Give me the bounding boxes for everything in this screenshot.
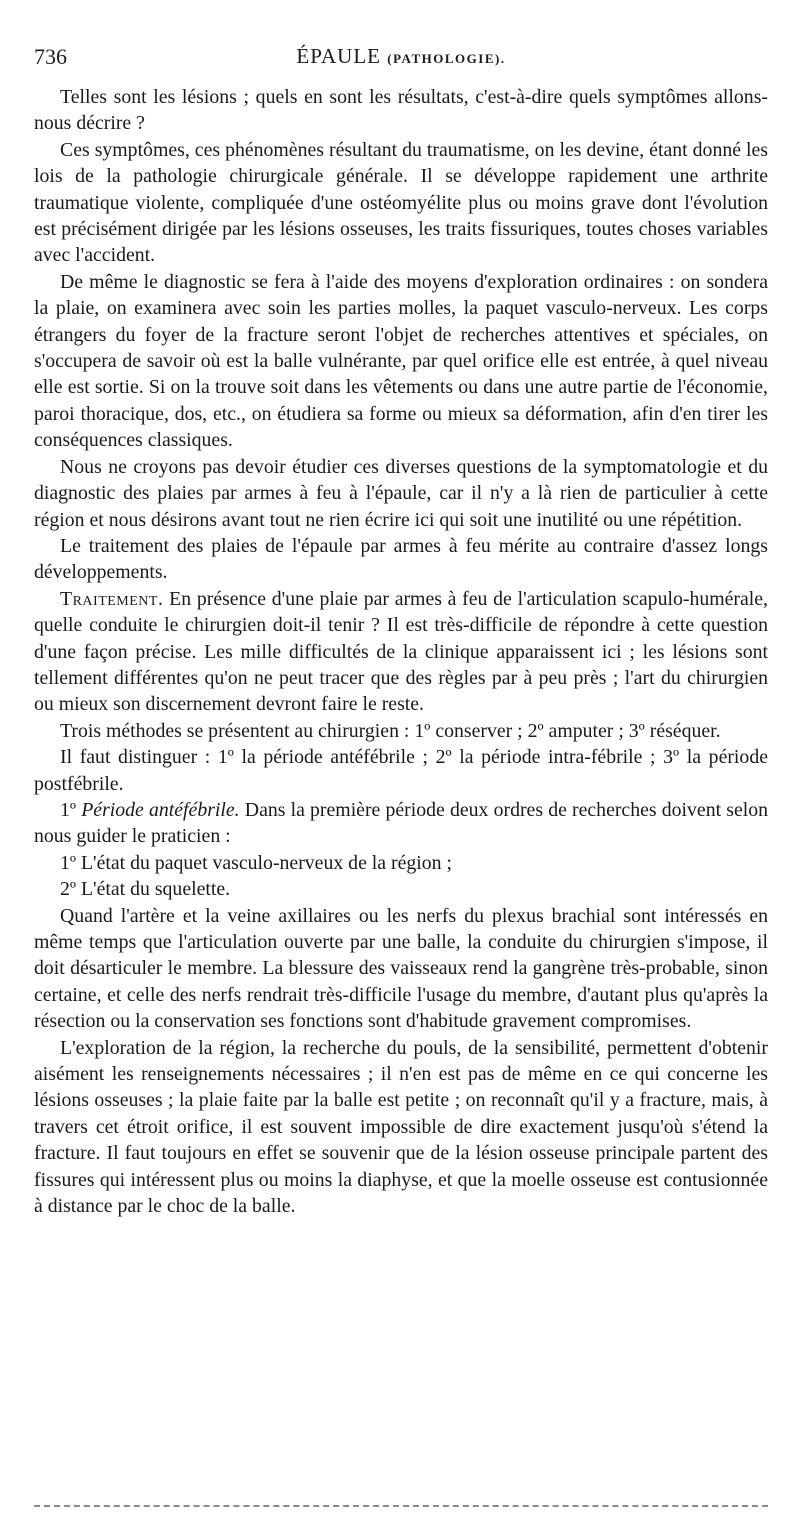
section-text: En présence d'une plaie par armes à feu de l'articulation scapulo-humérale, quelle conduite le chirurgien doit-il tenir ? Il est très-difficile de répondre à cette question d'une façon précise. Les mille difficultés de la clinique apparaissent ici ; les lésions sont tellement différentes qu'on ne peut tracer que des règles par à peu près ; l'art du chirurgien ou mieux son discernement devront faire le reste. <box>34 587 768 716</box>
running-head-subtitle: (PATHOLOGIE). <box>387 51 506 66</box>
page-number: 736 <box>34 44 67 69</box>
paragraph: Nous ne croyons pas devoir étudier ces diverses questions de la symptomatologie et du diagnostic des plaies par armes à feu à l'épaule, car il n'y a là rien de particulier à cette région et nous désirons avant tout ne rien écrire ici qui soit une inutilité ou une répétition. <box>34 455 768 531</box>
paragraph: De même le diagnostic se fera à l'aide des moyens d'exploration ordinaires : on sondera la plaie, on examinera avec soin les parties molles, la paquet vasculo-nerveux. Les corps étrangers du foyer de la fracture seront l'objet de recherches attentives et spéciales, on s'occupera de savoir où est la balle vulnérante, par quel orifice elle est entrée, à quel niveau elle est sortie. Si on la trouve soit dans les vêtements ou dans une autre partie de l'économie, paroi thoracique, dos, etc., on étudiera sa forme ou mieux sa déformation, afin d'en tirer les conséquences classiques. <box>34 270 768 452</box>
paragraph: Telles sont les lésions ; quels en sont les résultats, c'est-à-dire quels symptômes allons-nous décrire ? <box>34 86 768 135</box>
paragraph: Trois méthodes se présentent au chirurgien : 1º conserver ; 2º amputer ; 3º réséquer. <box>60 719 721 742</box>
paragraph-antefebrile <box>34 797 768 850</box>
page <box>34 44 768 1219</box>
paragraph: Il faut distinguer : 1º la période antéfébrile ; 2º la période intra-fébrile ; 3º la période postfébrile. <box>34 746 768 795</box>
section-label: Traitement. <box>60 587 164 610</box>
paragraph: Quand l'artère et la veine axillaires ou les nerfs du plexus brachial sont intéressés en même temps que l'articulation ouverte par une balle, la conduite du chirurgien s'impose, il doit désarticuler le membre. La blessure des vaisseaux rend la gangrène très-probable, sinon certaine, et celle des nerfs rendrait très-difficile l'usage du membre, d'autant plus qu'après la résection ou la conservation ses fonctions sont d'habitude gravement compromises. <box>34 904 768 1033</box>
period-number: 1º <box>60 798 82 821</box>
paragraph-traitement <box>34 586 768 718</box>
period-label: Période antéfébrile. <box>81 798 240 821</box>
paragraph: Ces symptômes, ces phénomènes résultant du traumatisme, on les devine, étant donné les lois de la pathologie chirurgicale générale. Il se développe rapidement une arthrite traumatique violente, compliquée d'une ostéomyélite plus ou moins grave dont l'évolution est précisément dirigée par les lésions osseuses, les traits fissuriques, toutes choses variables avec l'accident. <box>34 138 768 267</box>
running-head-title: ÉPAULE <box>296 44 381 68</box>
footer-rule <box>34 1505 768 1507</box>
paragraph: L'exploration de la région, la recherche du pouls, de la sensibilité, permettent d'obtenir aisément les renseignements nécessaires ; il n'en est pas de même en ce qui concerne les lésions osseuses ; la plaie faite par la balle est petite ; on reconnaît qu'il y a fracture, mais, à travers cet étroit orifice, il est souvent impossible de dire exactement jusqu'où s'étend la fracture. Il faut toujours en effet se souvenir que de la lésion osseuse principale partent des fissures qui intéressent plus ou moins la diaphyse, et que la moelle osseuse est contusionnée à distance par le choc de la balle. <box>34 1036 768 1218</box>
body-text <box>34 84 768 1219</box>
list-item: 2º L'état du squelette. <box>60 878 231 901</box>
running-head <box>34 44 768 69</box>
paragraph: Le traitement des plaies de l'épaule par armes à feu mérite au contraire d'assez longs développements. <box>34 534 768 584</box>
page-header <box>34 44 768 84</box>
period-text: Dans la première période deux ordres de recherches doivent selon nous guider le praticien : <box>34 798 768 848</box>
list-item: 1º L'état du paquet vasculo-nerveux de la région ; <box>60 851 452 874</box>
